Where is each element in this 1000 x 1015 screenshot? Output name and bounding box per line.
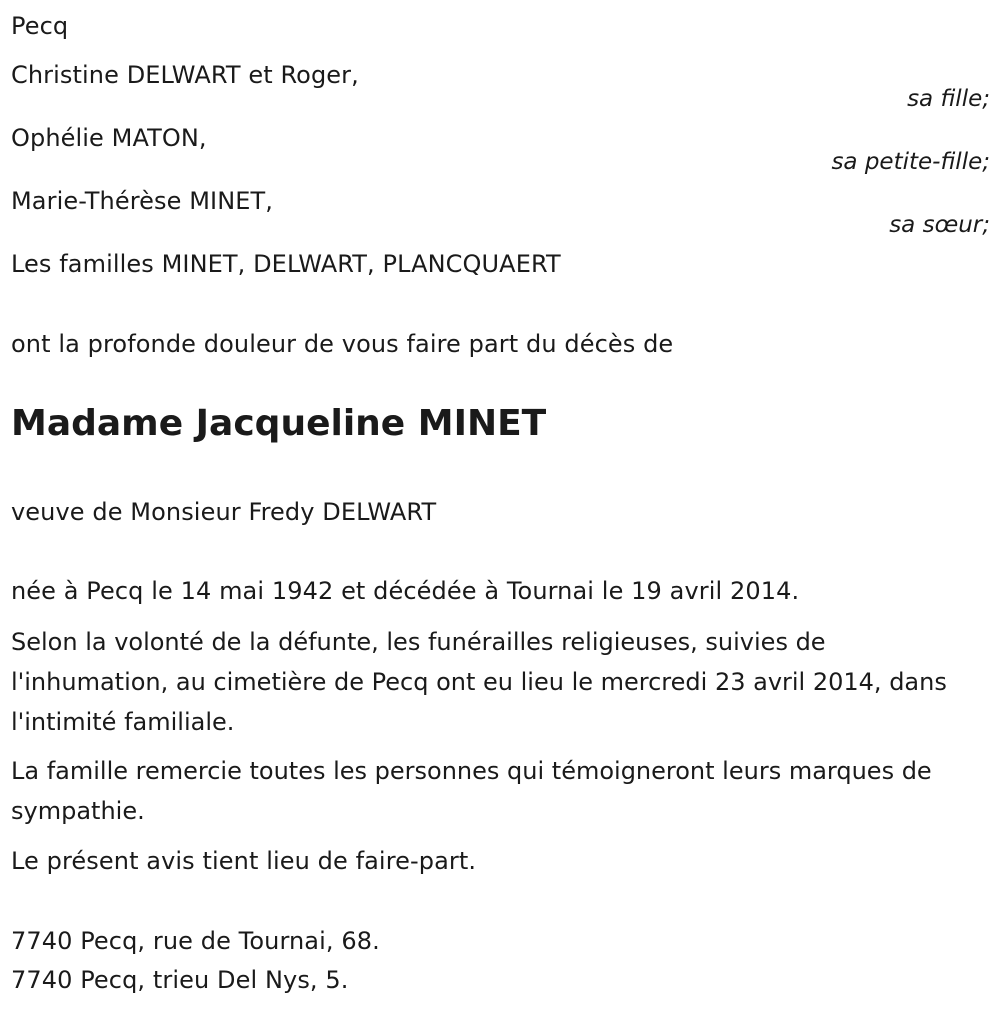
location-heading: Pecq (11, 12, 69, 40)
address-line: 7740 Pecq, rue de Tournai, 68. (11, 927, 380, 955)
birth-death-line: née à Pecq le 14 mai 1942 et décédée à Tournai le 19 avril 2014. (11, 577, 800, 605)
announcement-text: ont la profonde douleur de vous faire part du décès de (11, 330, 674, 358)
mourner-name: Marie-Thérèse MINET, (11, 187, 274, 215)
thanks-paragraph: La famille remercie toutes les personnes qui témoigneront leurs marques de sympathie. (11, 757, 932, 825)
mourner-relation: sa fille; (907, 86, 990, 112)
funeral-paragraph: Selon la volonté de la défunte, les funérailles religieuses, suivies de l'inhumation, au cimetière de Pecq ont eu lieu le mercredi 23 avril 2014, dans l'intimité familiale. (11, 628, 947, 736)
notice-line: Le présent avis tient lieu de faire-part. (11, 847, 477, 875)
mourner-name: Ophélie MATON, (11, 124, 207, 152)
mourner-relation: sa sœur; (889, 212, 990, 238)
mourner-relation: sa petite-fille; (831, 149, 990, 175)
deceased-name: Madame Jacqueline MINET (11, 403, 547, 444)
widow-of-line: veuve de Monsieur Fredy DELWART (11, 498, 437, 526)
families-line: Les familles MINET, DELWART, PLANCQUAERT (11, 250, 561, 278)
address-line: 7740 Pecq, trieu Del Nys, 5. (11, 966, 349, 994)
mourner-name: Christine DELWART et Roger, (11, 61, 359, 89)
